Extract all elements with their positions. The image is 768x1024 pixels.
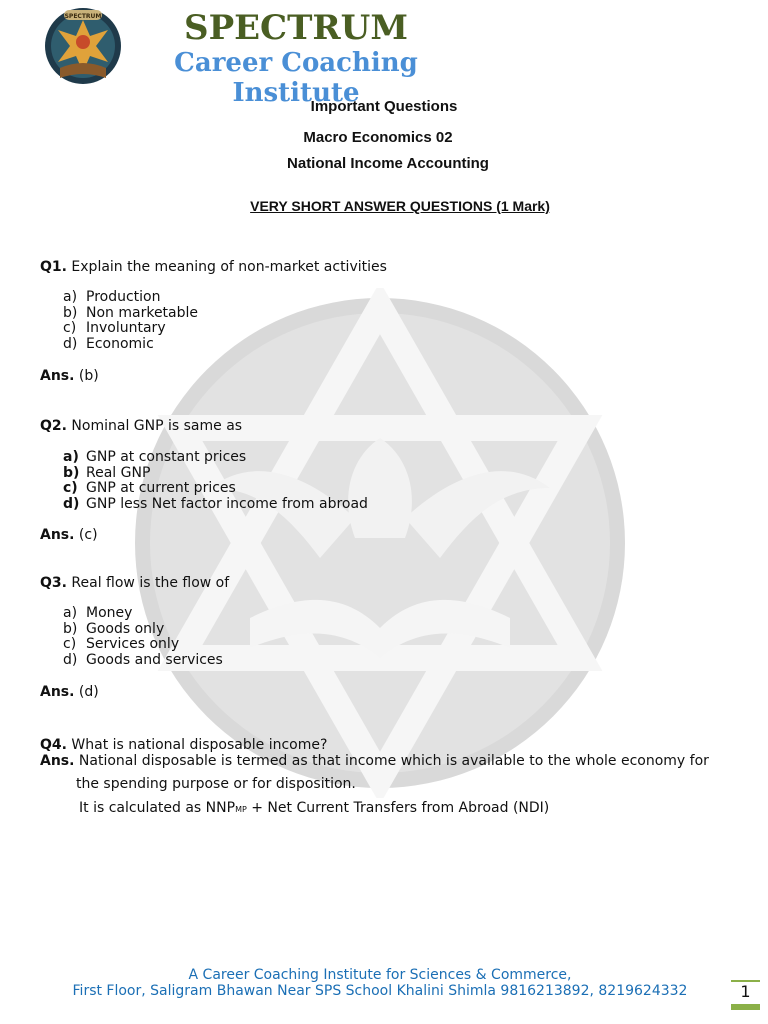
option: c) Involuntary: [63, 320, 166, 337]
option: d) GNP less Net factor income from abroad: [63, 496, 368, 513]
option: b) Goods only: [63, 620, 165, 637]
options-q2: [63, 450, 368, 513]
question-text: What is national disposable income?: [71, 737, 328, 753]
svg-text:SPECTRUM: SPECTRUM: [64, 13, 102, 20]
question-text: Real flow is the flow of: [71, 575, 230, 591]
footer: [0, 967, 760, 999]
option: c) GNP at current prices: [63, 480, 236, 497]
watermark-emblem: [100, 288, 660, 798]
answer-3: Ans. (d): [40, 684, 99, 700]
question-3: [40, 575, 229, 591]
question-text: Explain the meaning of non-market activities: [71, 259, 387, 275]
question-number: Q3.: [40, 575, 67, 591]
brand-header: [136, 8, 456, 108]
question-1: [40, 259, 387, 275]
answer-4-formula: It is calculated as NNPMP + Net Current Transfers from Abroad (NDI): [79, 800, 550, 816]
option: a) Production: [63, 289, 161, 305]
section-heading: VERY SHORT ANSWER QUESTIONS (1 Mark): [250, 198, 550, 214]
footer-address: First Floor, Saligram Bhawan Near SPS School Khalini Shimla 9816213892, 8219624332: [72, 983, 688, 999]
answer-4: Ans. National disposable is termed as that income which is available to the whole economy for the spending purpose or for disposition.: [40, 753, 709, 792]
option: a) Money: [63, 605, 133, 621]
question-number: Q4.: [40, 737, 67, 753]
option: b) Real GNP: [63, 464, 151, 481]
option: d) Goods and services: [63, 652, 223, 669]
option: b) Non marketable: [63, 304, 199, 321]
doc-heading-chapter: National Income Accounting: [287, 155, 489, 172]
institute-logo: [40, 6, 126, 86]
brand-title: SPECTRUM: [184, 8, 408, 48]
question-number: Q1.: [40, 259, 67, 275]
answer-2: Ans. (c): [40, 527, 98, 543]
doc-heading-important: Important Questions: [310, 98, 458, 115]
options-q3: [63, 606, 223, 669]
brand-subtitle: Career Coaching Institute: [174, 48, 418, 108]
footer-line-1: A Career Coaching Institute for Sciences & Commerce,: [188, 967, 572, 983]
page-number: 1: [731, 980, 760, 1010]
option: a) GNP at constant prices: [63, 449, 247, 465]
doc-heading-subject: Macro Economics 02: [303, 129, 453, 146]
question-text: Nominal GNP is same as: [71, 418, 243, 434]
option: d) Economic: [63, 336, 154, 353]
question-2: [40, 418, 242, 434]
question-number: Q2.: [40, 418, 67, 434]
option: c) Services only: [63, 636, 180, 653]
options-q1: [63, 290, 198, 353]
answer-1: Ans. (b): [40, 368, 99, 384]
